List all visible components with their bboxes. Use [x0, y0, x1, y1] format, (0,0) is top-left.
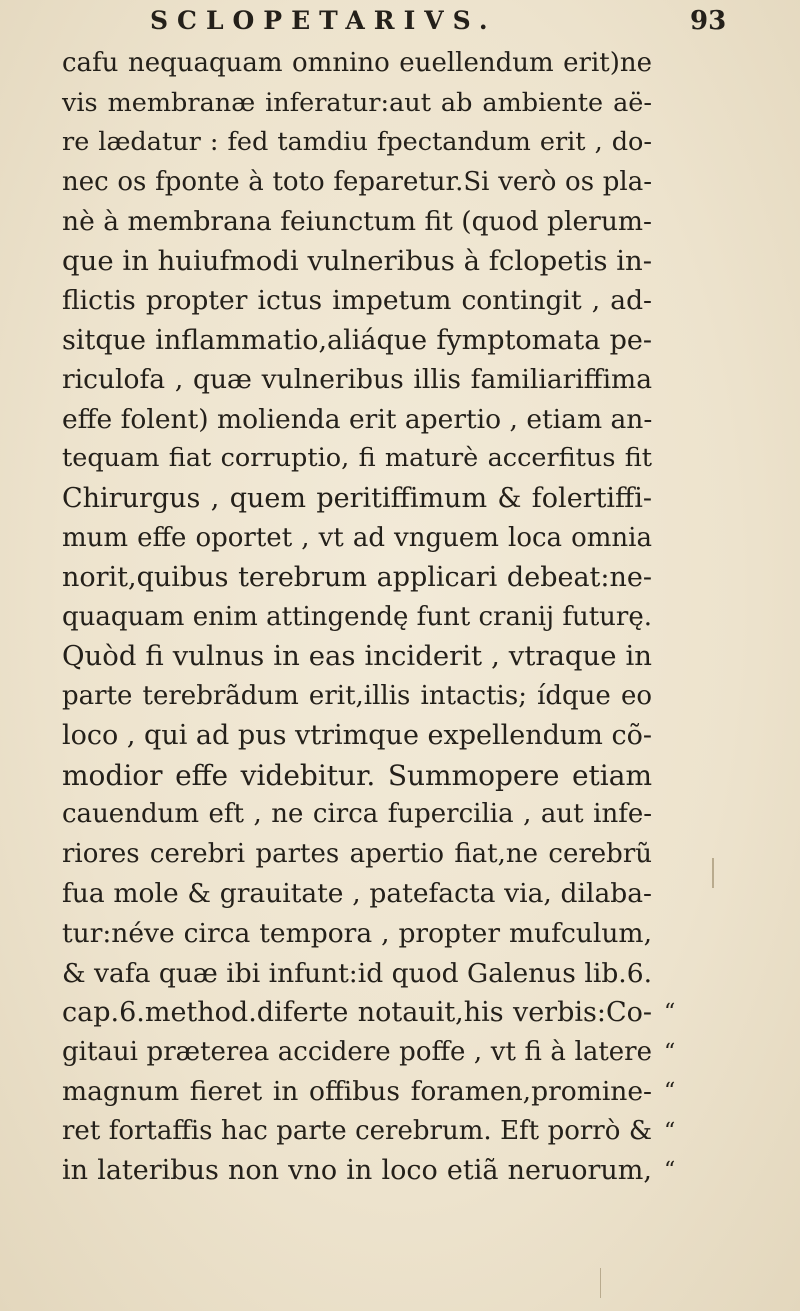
- text-line: vis membranæ inferatur:aut ab ambiente aë-: [62, 87, 652, 118]
- margin-mark: [664, 400, 704, 440]
- margin-mark: [664, 677, 704, 717]
- text-line: gitaui præterea accidere poffe , vt fi à latere: [62, 1036, 652, 1067]
- text-line: sitque inflammatio,aliáque fymptomata pe-: [62, 324, 652, 356]
- text-line: que in huiufmodi vulneribus à fclopetis in-: [62, 244, 653, 277]
- text-line: mum effe oportet , vt ad vnguem loca omnia: [62, 522, 652, 553]
- text-line: flictis propter ictus impetum contingit , ad-: [62, 285, 652, 317]
- margin-mark: [664, 874, 704, 914]
- margin-mark: [664, 914, 704, 954]
- margin-mark: [664, 281, 704, 321]
- text-line: modior effe videbitur. Summopere etiam: [62, 758, 652, 792]
- text-line: ret fortaffis hac parte cerebrum. Eft porrò &: [62, 1115, 652, 1146]
- margin-mark: “: [664, 1039, 676, 1065]
- margin-mark: [664, 479, 704, 519]
- text-line: cauendum eft , ne circa fupercilia , aut infe-: [62, 799, 652, 830]
- margin-mark: [664, 321, 704, 361]
- margin-mark: “: [664, 1158, 676, 1184]
- text-line: tequam fiat corruptio, fi maturè accerfitus fit: [62, 443, 652, 474]
- text-line: nec os fponte à toto feparetur.Si verò os pla-: [62, 166, 652, 197]
- text-line: loco , qui ad pus vtrimque expellendum cõ-: [62, 720, 652, 752]
- margin-mark: [664, 835, 704, 875]
- margin-mark: [664, 202, 704, 242]
- margin-mark: [664, 637, 704, 677]
- margin-mark: [664, 756, 704, 796]
- text-line: riculofa , quæ vulneribus illis familiariffima: [62, 364, 652, 396]
- margin-mark: [664, 242, 704, 282]
- margin-mark: [664, 44, 704, 84]
- text-line: & vafa quæ ibi infunt:id quod Galenus lib.6.: [62, 957, 652, 989]
- margin-mark: [664, 716, 704, 756]
- running-head: [0, 4, 800, 44]
- text-line: cap.6.method.diferte notauit,his verbis:Co-: [62, 997, 652, 1029]
- text-line: cafu nequaquam omnino euellendum erit)ne: [62, 48, 652, 78]
- margin-mark: [664, 439, 704, 479]
- text-line: norit,quibus terebrum applicari debeat:ne-: [62, 562, 652, 594]
- margin-mark: [664, 84, 704, 124]
- margin-mark: [664, 123, 704, 163]
- text-line: tur:néve circa tempora , propter mufculum,: [62, 918, 652, 950]
- text-line: in lateribus non vno in loco etiã neruorum,: [62, 1155, 652, 1187]
- margin-mark: [664, 360, 704, 400]
- text-line: parte terebrãdum erit,illis intactis; ídque eo: [62, 680, 652, 711]
- page-number: 93: [690, 6, 727, 36]
- margin-mark: [664, 598, 704, 638]
- margin-mark: [664, 795, 704, 835]
- margin-mark: “: [664, 1118, 676, 1144]
- body-text: [62, 44, 652, 1191]
- paper-blemish: [712, 858, 714, 888]
- text-line: quaquam enim attingendę funt cranij futurę.: [62, 601, 652, 632]
- text-line: re lædatur : fed tamdiu fpectandum erit , do-: [62, 127, 652, 158]
- text-line: nè à membrana feiunctum fit (quod plerum-: [62, 206, 652, 238]
- margin-quote-marks: [664, 44, 704, 1191]
- text-line: effe folent) molienda erit apertio , etiam an-: [62, 403, 653, 435]
- paper-blemish: [600, 1268, 601, 1298]
- margin-mark: [664, 519, 704, 559]
- margin-mark: [664, 954, 704, 994]
- text-line: riores cerebri partes apertio fiat,ne cerebrũ: [62, 838, 652, 869]
- running-title: SCLOPETARIVS.: [150, 6, 497, 35]
- margin-mark: “: [664, 1000, 676, 1026]
- text-line: fua mole & grauitate , patefacta via, dilaba-: [62, 878, 652, 910]
- margin-mark: “: [664, 1079, 676, 1105]
- text-line: Chirurgus , quem peritiffimum & folertiffi-: [62, 483, 652, 515]
- margin-mark: [664, 558, 704, 598]
- margin-mark: [664, 163, 704, 203]
- text-line: magnum fieret in offibus foramen,promine-: [62, 1076, 652, 1108]
- text-line: Quòd fi vulnus in eas inciderit , vtraque in: [62, 640, 652, 673]
